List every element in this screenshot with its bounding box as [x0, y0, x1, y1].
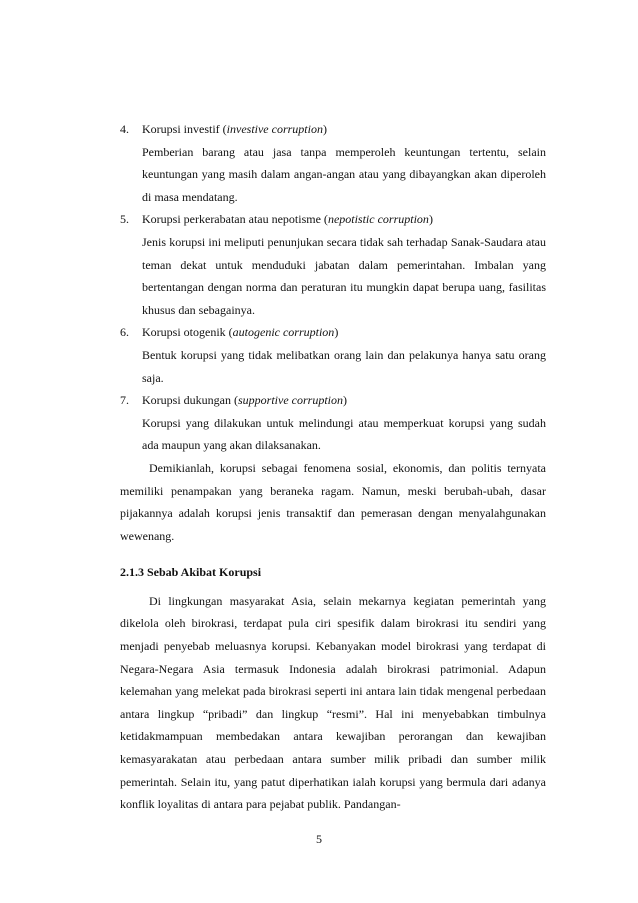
list-item: [120, 321, 546, 389]
list-item-term: supportive corruption: [238, 393, 343, 408]
summary-paragraph: Demikianlah, korupsi sebagai fenomena sosial, ekonomis, dan politis ternyata memiliki penampakan yang beraneka ragam. Namun, meski berubah-ubah, dasar pijakannya adalah korupsi jenis transaktif dan pemerasan dengan menyalahgunakan wewenang.: [120, 460, 546, 543]
section-heading: 2.1.3 Sebab Akibat Korupsi: [120, 565, 262, 580]
list-item-title: Korupsi perkerabatan atau nepotisme (nepotistic corruption): [142, 212, 433, 227]
list-item-number: 5.: [120, 212, 129, 227]
list-item-title: Korupsi investif (investive corruption): [142, 122, 327, 136]
list-item-term: investive corruption: [226, 122, 323, 136]
list-item-term: autogenic corruption: [232, 325, 335, 340]
list-item-number: 4.: [120, 122, 129, 136]
list-item-number: 7.: [120, 393, 129, 408]
list-item: [120, 118, 546, 208]
list-item-number: 6.: [120, 325, 129, 340]
list-item-description: Bentuk korupsi yang tidak melibatkan orang lain dan pelakunya hanya satu orang saja.: [142, 347, 546, 385]
list-item-description: Jenis korupsi ini meliputi penunjukan secara tidak sah terhadap Sanak-Saudara atau teman dekat untuk menduduki jabatan dalam pemerintahan. Imbalan yang bertentangan dengan norma dan peraturan itu mungkin dapat berupa uang, fasilitas khusus dan sebagainya.: [142, 234, 546, 317]
page-content: [120, 118, 546, 816]
list-item-term: nepotistic corruption: [327, 212, 429, 227]
list-item-title: Korupsi otogenik (autogenic corruption): [142, 325, 339, 340]
page-number: 5: [316, 832, 322, 846]
list-item-description: Pemberian barang atau jasa tanpa memperoleh keuntungan tertentu, selain keuntungan yang masih dalam angan-angan atau yang dibayangkan akan diperoleh di masa mendatang.: [142, 144, 546, 204]
list-item-title: Korupsi dukungan (supportive corruption): [142, 393, 347, 408]
list-item: [120, 208, 546, 321]
list-item: [120, 389, 546, 457]
section-paragraph: Di lingkungan masyarakat Asia, selain mekarnya kegiatan pemerintah yang dikelola oleh birokrasi, terdapat pula ciri spesifik dalam birokrasi itu sendiri yang menjadi penyebab meluasnya korupsi. Kebanyakan model birokrasi yang terdapat di Negara-Negara Asia termasuk Indonesia adalah birokrasi patrimonial. Adapun kelemahan yang melekat pada birokrasi seperti ini antara lain tidak mengenal perbedaan antara lingkup “pribadi” dan lingkup “resmi”. Hal ini menyebabkan timbulnya ketidakmampuan membedakan antara kewajiban perorangan dan kewajiban kemasyarakatan atau perbedaan antara sumber milik pribadi dan sumber milik pemerintah. Selain itu, yang patut diperhatikan ialah korupsi yang bermula dari adanya konflik loyalitas di antara para pejabat publik. Pandangan-: [120, 593, 546, 812]
list-item-description: Korupsi yang dilakukan untuk melindungi atau memperkuat korupsi yang sudah ada maupun yang akan dilaksanakan.: [142, 415, 546, 453]
